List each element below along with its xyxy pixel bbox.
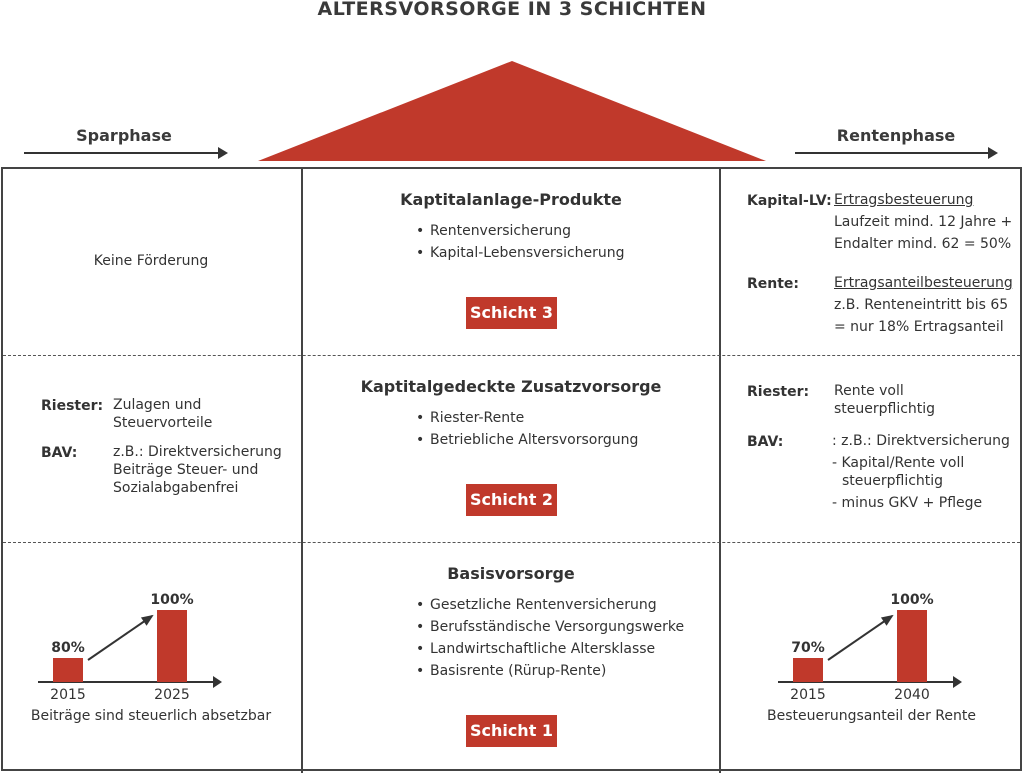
bav-details-right	[832, 432, 1010, 512]
right-chart-data-label-0: 70%	[791, 640, 825, 656]
rentenphase-arrow	[795, 152, 990, 154]
right-chart-data-label-1: 100%	[890, 592, 934, 608]
rente-details	[834, 272, 1013, 338]
riester-left-line-1: Zulagen und	[113, 397, 202, 413]
rentenphase-arrow-head	[988, 147, 998, 159]
left-chart-growth-arrow-head	[141, 615, 154, 626]
bav-label-left: BAV:	[41, 445, 78, 461]
bav-left-line-3: Sozialabgabenfrei	[113, 480, 239, 496]
kapital-lv-label: Kapital-LV:	[747, 193, 832, 209]
chart-right	[770, 585, 980, 705]
right-chart-tick-label-1: 2040	[894, 687, 930, 703]
chart-right-caption: Besteuerungsanteil der Rente	[767, 708, 976, 724]
left-chart-growth-arrow	[88, 616, 152, 660]
riester-details-left	[113, 396, 212, 432]
bav-label-right: BAV:	[747, 434, 784, 450]
left-chart-bar-0	[53, 658, 83, 682]
right-chart-growth-arrow-head	[881, 615, 894, 626]
bav-right-line-1: : z.B.: Direktversicherung	[832, 433, 1010, 449]
left-chart-bar-1	[157, 610, 187, 682]
list-item: • Rentenversicherung	[430, 220, 625, 242]
schicht3-list	[416, 220, 625, 264]
bav-right-line-4: - minus GKV + Pflege	[832, 495, 983, 511]
rente-line-2: = nur 18% Ertragsanteil	[834, 319, 1004, 335]
chart-left-marks	[38, 592, 222, 703]
riester-label-right: Riester:	[747, 384, 810, 400]
schicht1-title: Basisvorsorge	[447, 564, 575, 583]
schicht3-title: Kaptitalanlage-Produkte	[400, 190, 622, 209]
riester-label-left: Riester:	[41, 398, 104, 414]
left-chart-data-label-1: 100%	[150, 592, 194, 608]
chart-left-svg	[30, 585, 240, 705]
schicht3-badge: Schicht 3	[466, 297, 557, 329]
left-chart-tick-label-1: 2025	[154, 687, 190, 703]
bav-left-line-1: z.B.: Direktversicherung	[113, 444, 282, 460]
list-item: • Riester-Rente	[430, 407, 638, 429]
chart-left	[30, 585, 240, 705]
rente-label: Rente:	[747, 276, 800, 292]
bav-details-left	[113, 443, 282, 497]
ertragsanteilbesteuerung-heading: Ertragsanteilbesteuerung	[834, 275, 1013, 291]
left-chart-tick-label-0: 2015	[50, 687, 86, 703]
ertragsbesteuerung-heading: Ertragsbesteuerung	[834, 192, 974, 208]
sparphase-arrow	[24, 152, 220, 154]
roof-triangle	[258, 61, 766, 161]
right-chart-axis-arrow	[953, 676, 962, 688]
sparphase-arrow-head	[218, 147, 228, 159]
riester-left-line-2: Steuervorteile	[113, 415, 213, 431]
schicht2-title: Kaptitalgedeckte Zusatzvorsorge	[360, 377, 662, 396]
left-chart-data-label-0: 80%	[51, 640, 85, 656]
chart-right-svg	[770, 585, 980, 705]
column-divider-left	[301, 167, 303, 773]
keine-foerderung-text: Keine Förderung	[93, 253, 209, 269]
list-item: • Betriebliche Altersvorsorgung	[430, 429, 638, 451]
bav-right-line-2: - Kapital/Rente voll	[832, 455, 965, 471]
right-chart-growth-arrow	[828, 616, 892, 660]
list-item: • Landwirtschaftliche Altersklasse	[430, 638, 684, 660]
list-item: • Basisrente (Rürup-Rente)	[430, 660, 684, 682]
row-divider-1	[3, 355, 1020, 356]
list-item: • Kapital-Lebensversicherung	[430, 242, 625, 264]
riester-right-line-2: steuerpflichtig	[834, 401, 936, 417]
left-chart-axis-arrow	[213, 676, 222, 688]
kapital-lv-details	[834, 189, 1012, 255]
schicht2-badge: Schicht 2	[466, 484, 557, 516]
schicht1-list	[416, 594, 684, 682]
kapital-lv-line-1: Laufzeit mind. 12 Jahre +	[834, 214, 1013, 230]
bav-right-line-3: steuerpflichtig	[842, 473, 944, 489]
schicht1-badge: Schicht 1	[466, 715, 557, 747]
kapital-lv-line-2: Endalter mind. 62 = 50%	[834, 236, 1012, 252]
bav-left-line-2: Beiträge Steuer- und	[113, 462, 259, 478]
riester-details-right	[834, 382, 935, 418]
riester-right-line-1: Rente voll	[834, 383, 904, 399]
column-divider-right	[719, 167, 721, 773]
list-item: • Berufsständische Versorgungswerke	[430, 616, 684, 638]
phase-label-sparphase: Sparphase	[76, 126, 172, 145]
right-chart-bar-0	[793, 658, 823, 682]
schicht2-list	[416, 407, 638, 451]
row-divider-2	[3, 542, 1020, 543]
chart-left-caption: Beiträge sind steuerlich absetzbar	[30, 708, 272, 724]
chart-right-marks	[778, 592, 962, 703]
right-chart-tick-label-0: 2015	[790, 687, 826, 703]
rente-line-1: z.B. Renteneintritt bis 65	[834, 297, 1009, 313]
phase-label-rentenphase: Rentenphase	[836, 126, 956, 145]
page-title: ALTERSVORSORGE IN 3 SCHICHTEN	[317, 0, 707, 20]
list-item: • Gesetzliche Rentenversicherung	[430, 594, 684, 616]
right-chart-bar-1	[897, 610, 927, 682]
